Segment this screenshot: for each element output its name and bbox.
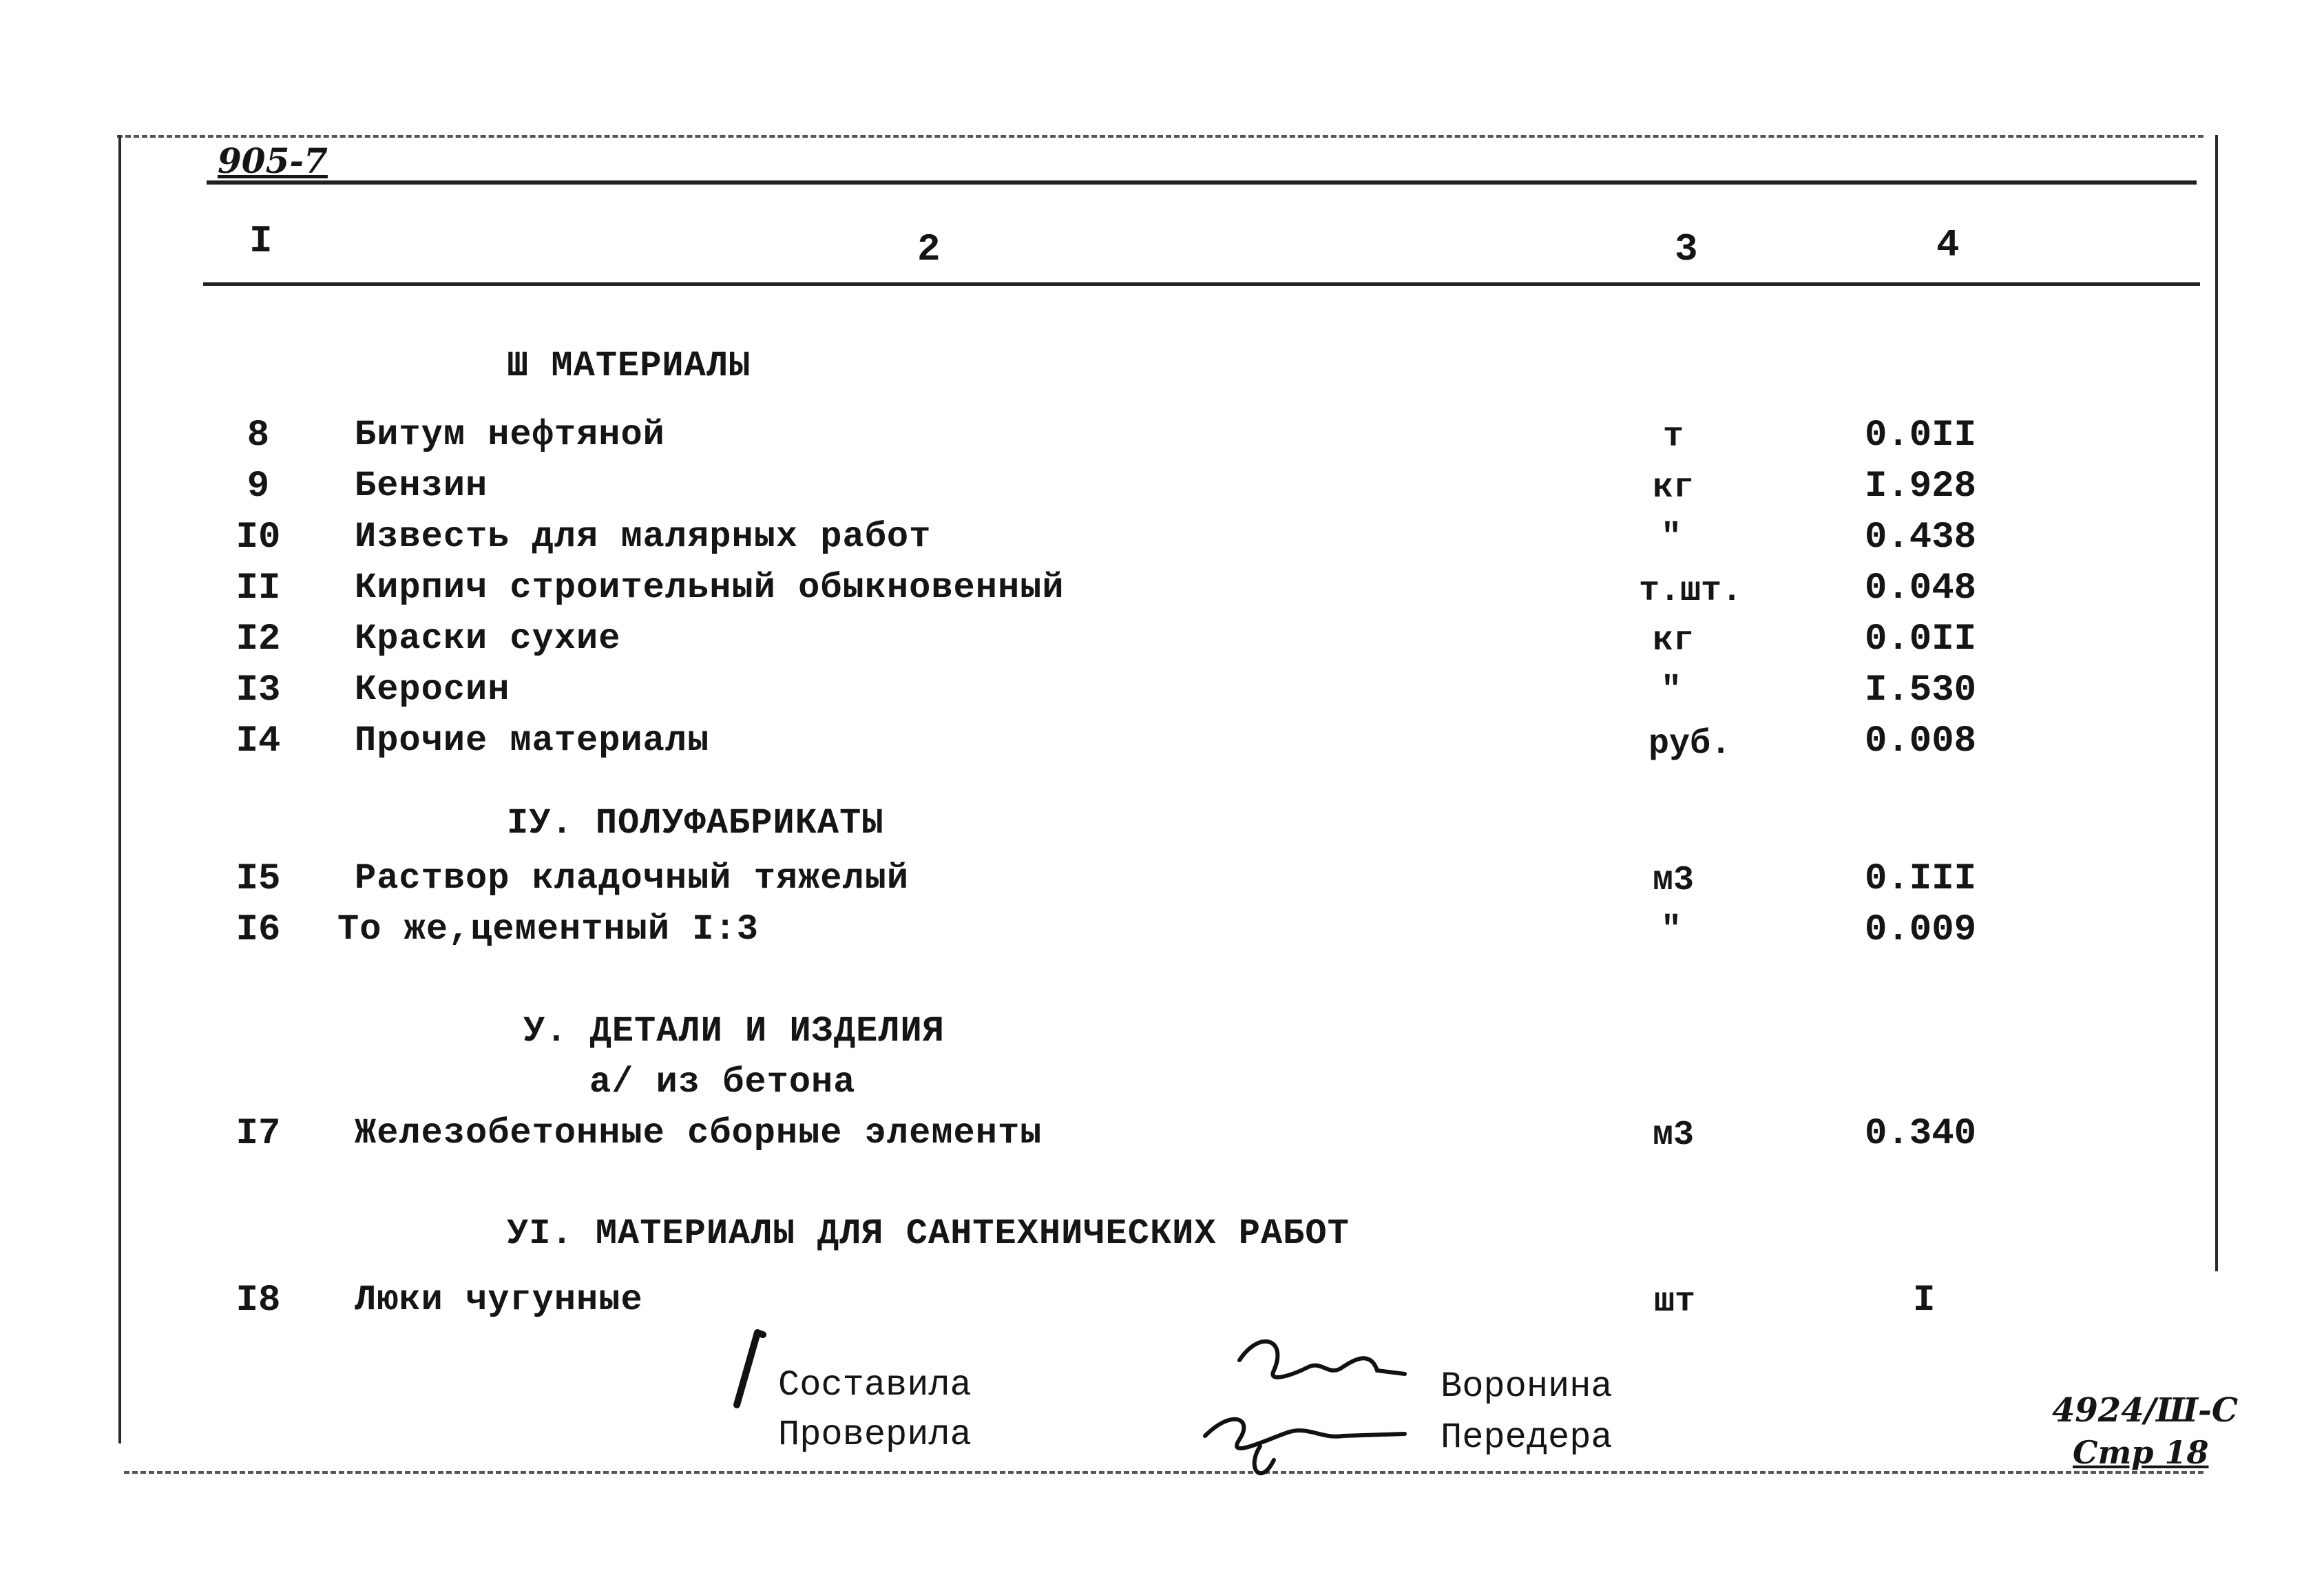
row-unit: " (1661, 518, 1682, 557)
row-name: Известь для малярных работ (355, 517, 932, 557)
row-quantity: 0.0II (1865, 618, 1977, 660)
initial-mark (737, 1333, 763, 1405)
stamp-page: Стр 18 (2073, 1434, 2209, 1471)
row-unit: руб. (1648, 724, 1732, 764)
checker-signature (1205, 1419, 1405, 1474)
row-name: Бензин (355, 466, 488, 506)
compiled-label: Составила (778, 1365, 972, 1406)
row-unit: т.шт. (1639, 572, 1743, 611)
row-unit: шт (1654, 1282, 1696, 1322)
section-subtitle-concrete: а/ из бетона (589, 1062, 856, 1103)
compiled-name: Воронина (1441, 1366, 1613, 1407)
row-unit: м3 (1653, 1116, 1695, 1155)
row-quantity: 0.III (1865, 858, 1977, 900)
column-header-4: 4 (1936, 223, 1960, 267)
row-unit: " (1661, 910, 1682, 950)
row-quantity: 0.340 (1865, 1113, 1977, 1155)
row-number: I8 (235, 1280, 281, 1322)
row-name: Краски сухие (355, 618, 621, 659)
row-number: I7 (235, 1113, 281, 1155)
row-name: Люки чугунные (355, 1280, 643, 1320)
row-quantity: I (1913, 1280, 1936, 1322)
section-title-semi-finished: IУ. ПОЛУФАБРИКАТЫ (507, 803, 884, 844)
stamp-code: 4924/Ш-С (2052, 1391, 2239, 1430)
row-number: II (235, 567, 281, 609)
row-number: 9 (247, 466, 270, 508)
section-title-materials: Ш МАТЕРИАЛЫ (507, 346, 751, 386)
corner-code: 905-7 (218, 140, 328, 181)
row-unit: кг (1653, 621, 1695, 660)
compiler-signature (1239, 1342, 1405, 1377)
section-title-parts: У. ДЕТАЛИ И ИЗДЕЛИЯ (523, 1011, 945, 1052)
row-quantity: I.928 (1865, 466, 1977, 508)
row-quantity: 0.438 (1865, 517, 1977, 559)
row-number: I6 (235, 909, 281, 951)
row-name: Кирпич строительный обыкновенный (355, 567, 1065, 608)
column-header-1: I (249, 219, 273, 263)
row-quantity: 0.009 (1865, 909, 1977, 951)
row-unit: м3 (1653, 861, 1695, 900)
section-title-plumbing: УI. МАТЕРИАЛЫ ДЛЯ САНТЕХНИЧЕСКИХ РАБОТ (507, 1213, 1350, 1254)
row-name: Прочие материалы (355, 720, 710, 761)
row-quantity: 0.008 (1865, 720, 1977, 762)
row-quantity: 0.0II (1865, 415, 1977, 457)
row-number: I0 (235, 517, 281, 559)
row-unit: кг (1653, 468, 1695, 508)
row-name: Битум нефтяной (355, 415, 665, 455)
column-header-2: 2 (917, 227, 941, 271)
row-number: I5 (235, 858, 281, 900)
checked-label: Проверила (778, 1415, 972, 1455)
row-name: Железобетонные сборные элементы (355, 1113, 1043, 1154)
row-name: Раствор кладочный тяжелый (355, 858, 910, 899)
row-name: То же,цементный I:3 (337, 909, 759, 950)
row-unit: т (1663, 417, 1684, 457)
row-quantity: 0.048 (1865, 567, 1977, 609)
row-number: 8 (247, 415, 270, 457)
row-number: I4 (235, 720, 281, 762)
row-number: I3 (235, 669, 281, 711)
row-unit: " (1661, 671, 1682, 710)
checked-name: Передера (1441, 1417, 1613, 1458)
row-quantity: I.530 (1865, 669, 1977, 711)
row-name: Керосин (355, 669, 510, 710)
column-header-3: 3 (1675, 227, 1698, 271)
row-number: I2 (235, 618, 281, 660)
